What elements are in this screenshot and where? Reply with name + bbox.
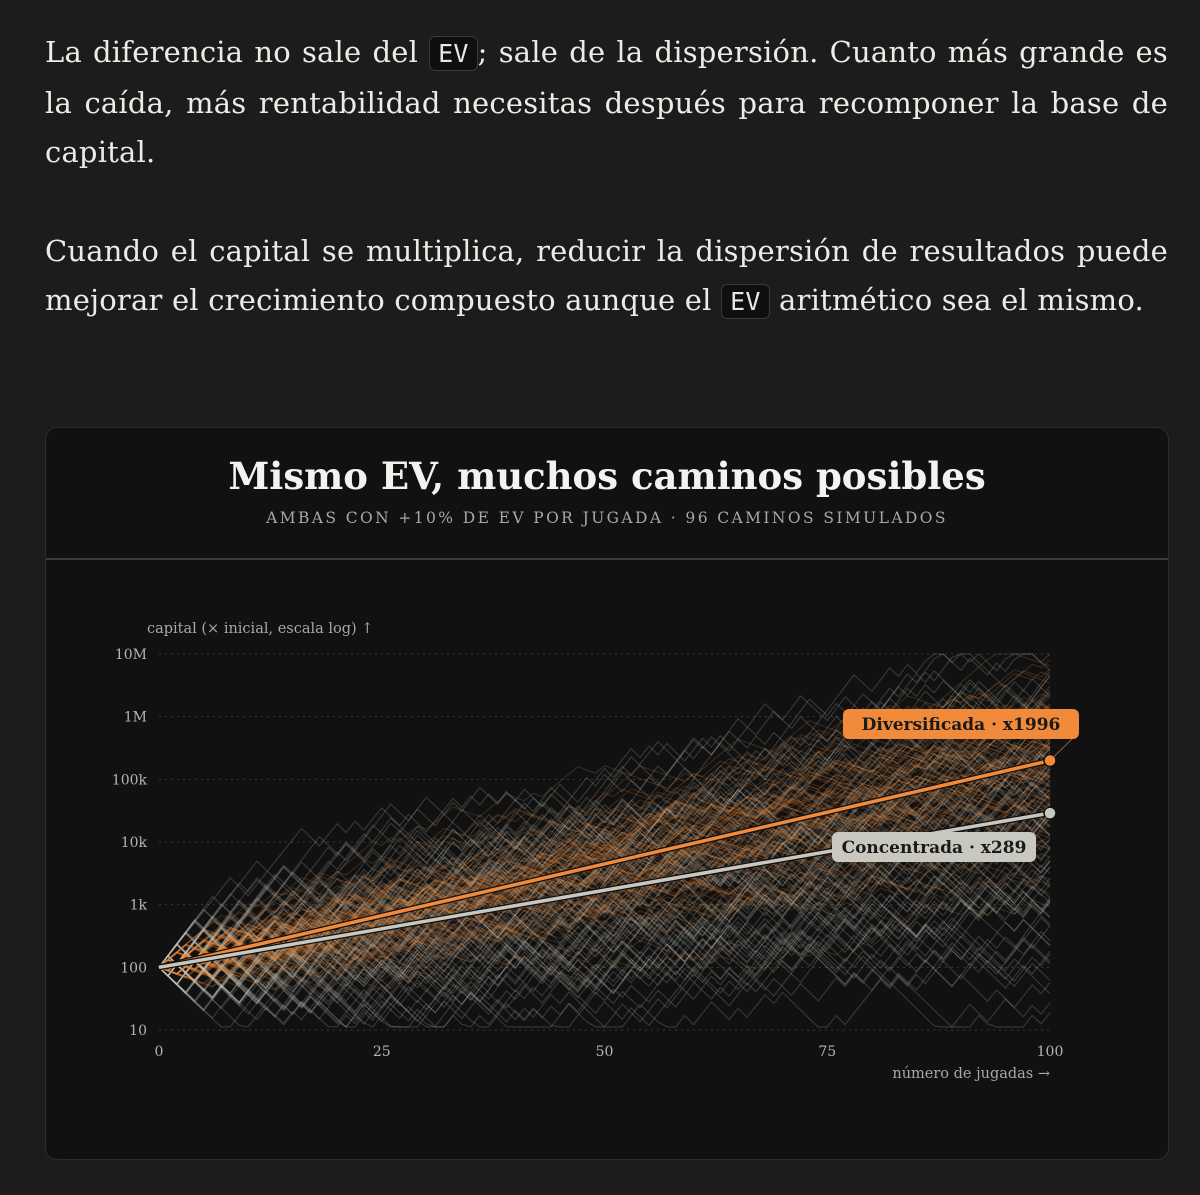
p1-text-end: ; sale de la dispersión. Cuanto más grande es la caída, más rentabilidad necesitas después para recomponer la base de capital. (45, 35, 1168, 169)
y-tick-label: 100 (120, 960, 147, 977)
y-tick-label: 100k (111, 772, 147, 789)
p2-text-start: Cuando el capital se multiplica, reducir la dispersión de resultados puede mejorar el crecimiento compuesto aunque el (45, 233, 1168, 317)
paragraph-1 (45, 28, 1168, 178)
chart-subtitle: AMBAS CON +10% DE EV POR JUGADA · 96 CAMINOS SIMULADOS (266, 509, 948, 527)
x-tick-label: 100 (1036, 1044, 1064, 1060)
x-tick-label: 50 (595, 1044, 614, 1060)
y-tick-label: 10k (120, 835, 147, 851)
series-label: Diversificada · x1996 (861, 715, 1061, 735)
y-tick-label: 10M (114, 647, 147, 663)
inline-code-ev: EV (721, 284, 770, 319)
x-tick-label: 0 (154, 1044, 164, 1060)
x-axis-label: número de jugadas → (892, 1066, 1050, 1082)
y-tick-label: 10 (129, 1023, 147, 1039)
x-tick-label: 75 (818, 1044, 837, 1060)
p1-text-start: La diferencia no sale del (45, 35, 430, 69)
paragraph-2 (45, 227, 1168, 327)
y-tick-label: 1k (129, 897, 147, 914)
p2-text-end: aritmético sea el mismo. (769, 283, 1144, 317)
y-tick-label: 1M (123, 709, 147, 726)
chart-plot (46, 428, 1168, 1159)
chart-title: Mismo EV, muchos caminos posibles (228, 454, 986, 498)
series-label-leader (1050, 736, 1075, 761)
inline-code-ev: EV (429, 36, 478, 71)
article-text (45, 28, 1168, 327)
y-axis-label: capital (× inicial, escala log) ↑ (147, 621, 374, 637)
x-tick-label: 25 (372, 1044, 391, 1060)
chart-card (45, 427, 1169, 1160)
series-label: Concentrada · x289 (841, 838, 1027, 858)
